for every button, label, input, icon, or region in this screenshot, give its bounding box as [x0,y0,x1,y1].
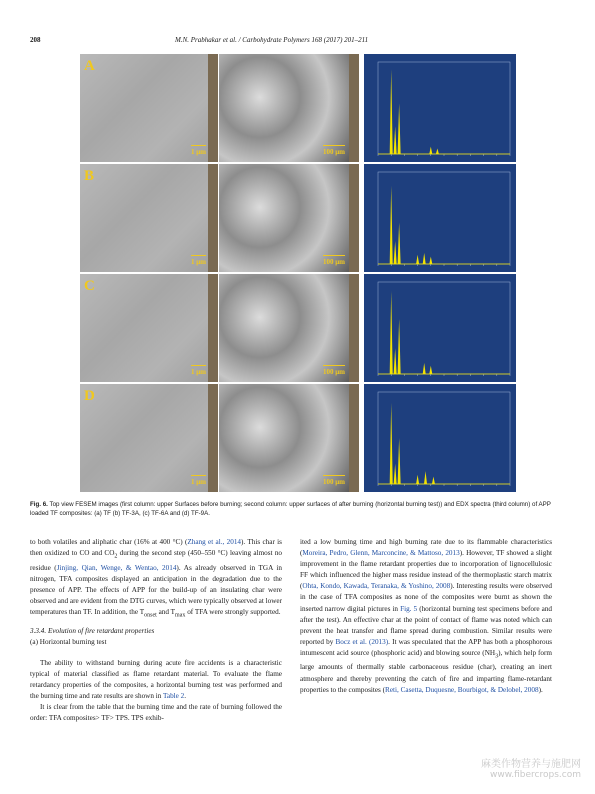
edx-spectrum [364,54,516,162]
image-edge-strip [349,384,359,492]
image-edge-strip [349,54,359,162]
edx-peak [398,319,401,374]
table-link[interactable]: Table 2 [163,692,185,700]
edx-peak [423,363,426,374]
edx-peak [390,403,393,484]
edx-frame [378,62,510,154]
subsection-heading: (a) Horizontal burning test [30,637,107,646]
scale-bar-label: 100 μm [322,148,345,156]
figure-link[interactable]: Fig. 5 [400,604,418,613]
citation-link[interactable]: Ohta, Kondo, Kawada, Teranaka, & Yoshino, 2008 [302,582,451,591]
edx-peak [429,366,432,374]
sem-before-burning [80,384,216,492]
edx-peak [416,255,419,264]
edx-peak [394,126,397,154]
citation-link[interactable]: Moreira, Pedro, Glenn, Marconcine, & Mattoso, 2013 [302,549,460,558]
sem-after-burning [219,164,355,272]
edx-peak [398,103,401,154]
sem-before-burning [80,164,216,272]
watermark-line-2: www.fibercrops.com [490,770,581,780]
scale-bar-label: 100 μm [322,258,345,266]
watermark [481,755,581,780]
edx-peak [390,291,393,374]
scale-bar-label: 1 μm [190,148,206,156]
scale-bar-label: 1 μm [190,368,206,376]
citation-link[interactable]: Zhang et al., 2014 [187,538,242,546]
figure-row-a [80,54,516,162]
edx-peak [416,475,419,484]
edx-peak [432,477,435,484]
sem-before-burning [80,274,216,382]
page-number: 208 [30,36,41,44]
edx-peak [390,69,393,154]
caption-label: Fig. 6. [30,501,48,508]
panel-letter: D [84,388,95,404]
edx-peak [429,257,432,264]
image-edge-strip [349,164,359,272]
figure-row-d [80,384,516,492]
scale-bar-label: 1 μm [190,478,206,486]
section-heading: 3.3.4. Evolution of fire retardant properties [30,626,155,635]
image-edge-strip [349,274,359,382]
scale-bar-label: 100 μm [322,368,345,376]
edx-peak [398,438,401,484]
paragraph: The ability to withstand burning during acute fire accidents is a characteristic typical of material classified as flame retardant material. To evaluate the flame retardancy properties of the composites, a horizontal burning test was performed and the burning time and rate results are shown in Table 2. [30,658,282,700]
paragraph: It is clear from the table that the burning time and the rate of burning followed the order: TFA composites> TF> TPS. TPS exhib- [30,703,282,723]
edx-peak [436,148,439,154]
figure-fesem-edx [80,54,516,492]
citation-link[interactable]: Jinjing, Qian, Wenge, & Wentao, 2014 [56,563,177,572]
edx-spectrum [364,274,516,382]
panel-letter: B [84,168,95,184]
edx-frame [378,282,510,374]
scale-bar-label: 100 μm [322,478,345,486]
edx-peak [429,147,432,154]
watermark-line-1: 麻类作物营养与施肥网 [481,759,581,770]
sem-before-burning [80,54,216,162]
figure-row-c [80,274,516,382]
image-edge-strip [208,384,218,492]
edx-spectrum [364,164,516,272]
edx-frame [378,172,510,264]
edx-frame [378,392,510,484]
image-edge-strip [208,274,218,382]
running-header: M.N. Prabhakar et al. / Carbohydrate Polymers 168 (2017) 201–211 [175,36,369,44]
image-edge-strip [208,54,218,162]
edx-peak [394,241,397,264]
text-column-left [30,537,282,724]
edx-spectrum [364,384,516,492]
sem-after-burning [219,54,355,162]
scale-bar-label: 1 μm [190,258,206,266]
text-column-right [300,537,552,696]
edx-peak [394,348,397,374]
figure-row-b [80,164,516,272]
sem-after-burning [219,384,355,492]
citation-link[interactable]: Bocz et al. (2013) [335,637,389,646]
sem-after-burning [219,274,355,382]
paragraph: ited a low burning time and high burning rate due to its flammable characteristics (Moreira, Pedro, Glenn, Marconcine, & Mattoso, 2013). However, TF showed a slight improvement in the flame retardant properties due to incorporation of lignocellulosic FF which influenced the higher mass residue instead of the thermoplastic starch matrix (Ohta, Kondo, Kawada, Teranaka, & Yoshino, 2008). Interesting results were observed in the case of TFA composites as none of the composites were burnt as shown the inserted narrow digital pictures in Fig. 5 (horizontal burning test specimens before and after the test). An effective char at the point of contact of flame was noted which can prevent the heat transfer and flame spread during combustion. Similar results were reported by Bocz et al. (2013). It was speculated that the APP has both a phosphorous intumescent acid source (phosphoric acid) and blowing source $(NH_3)$, which help form large amounts of thermally stable carbonaceous residue (char), creating an inert atmosphere and thereby preventing the catch of fire and imparting flame-retardant properties to the composites (Reti, Casetta, Duquesne, Bourbigot, & Delobel, 2008). [300,538,553,694]
image-edge-strip [208,164,218,272]
paragraph: to both volatiles and aliphatic char (16% at 400 °C) (Zhang et al., 2014). This char is then oxidized to CO and $CO_2$ during the second step (450–550 °C) leaving almost no residue (Jinjing, Qian, Wenge, & Wentao, 2014). As already observed in TGA in nitrogen, TFA composites displayed an anticipation in the degradation due to the presence of APP. The effects of APP for the build-up of an insulating char were observed and are evident from the DTG curves, which were typically observed at lower temperatures than TF. In addition, the $T_{onset}$ and $T_{max}$ of TFA were strongly supported. [30,538,283,619]
citation-link[interactable]: Reti, Casetta, Duquesne, Bourbigot, & Delobel, 2008 [385,685,539,694]
edx-peak [390,186,393,264]
panel-letter: A [84,58,95,74]
caption-text: Top view FESEM images (first column: upper Surfaces before burning; second column: upper surfaces of after burning (horizontal burning test)) and EDX spectra (third column) of APP loaded TF composites: (a) TF (b) TF-3A, (c) TF-6A and (d) TF-9A. [30,501,551,517]
edx-peak [398,223,401,264]
edx-peak [424,471,427,484]
edx-peak [394,464,397,484]
figure-caption [30,500,566,518]
panel-letter: C [84,278,95,294]
edx-peak [423,253,426,264]
